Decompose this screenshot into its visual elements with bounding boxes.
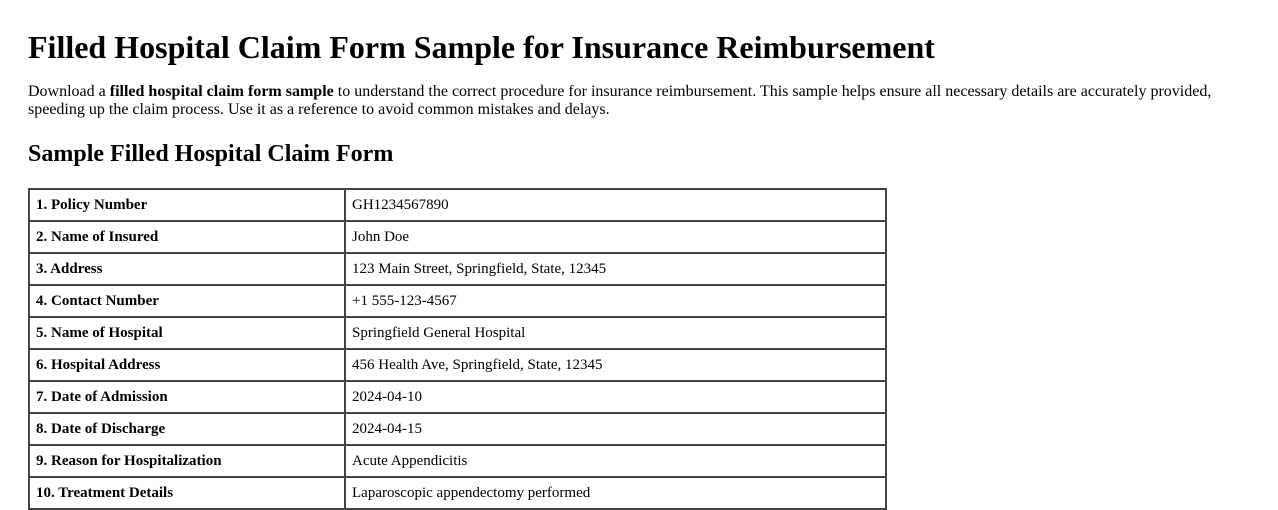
section-title: Sample Filled Hospital Claim Form — [28, 141, 394, 167]
field-value: John Doe — [345, 221, 886, 253]
field-value: 456 Health Ave, Springfield, State, 12345 — [345, 349, 886, 381]
field-label: 1. Policy Number — [29, 189, 345, 221]
intro-paragraph — [28, 83, 1250, 119]
field-value: 2024-04-10 — [345, 381, 886, 413]
field-value: Laparoscopic appendectomy performed — [345, 477, 886, 509]
intro-text-start: Download a — [28, 83, 110, 100]
table-row — [29, 413, 886, 445]
table-row — [29, 253, 886, 285]
field-label: 10. Treatment Details — [29, 477, 345, 509]
page-title: Filled Hospital Claim Form Sample for Insurance Reimbursement — [28, 29, 935, 65]
field-value: GH1234567890 — [345, 189, 886, 221]
table-row — [29, 381, 886, 413]
field-value: +1 555-123-4567 — [345, 285, 886, 317]
table-row — [29, 317, 886, 349]
field-label: 4. Contact Number — [29, 285, 345, 317]
table-row — [29, 349, 886, 381]
field-label: 7. Date of Admission — [29, 381, 345, 413]
field-label: 2. Name of Insured — [29, 221, 345, 253]
table-row — [29, 221, 886, 253]
table-row — [29, 445, 886, 477]
field-value: Acute Appendicitis — [345, 445, 886, 477]
intro-bold-text: filled hospital claim form sample — [109, 83, 334, 100]
field-label: 5. Name of Hospital — [29, 317, 345, 349]
field-label: 8. Date of Discharge — [29, 413, 345, 445]
table-row — [29, 477, 886, 509]
table-row — [29, 285, 886, 317]
claim-form-table — [28, 188, 887, 510]
field-label: 6. Hospital Address — [29, 349, 345, 381]
field-value: Springfield General Hospital — [345, 317, 886, 349]
intro-text-end: to understand the correct procedure for insurance reimbursement. This sample helps ensure all necessary details are accurately provided, speeding up the claim process. Use it as a reference to avoid common mistakes and delays. — [28, 83, 1212, 118]
field-value: 123 Main Street, Springfield, State, 12345 — [345, 253, 886, 285]
field-label: 3. Address — [29, 253, 345, 285]
field-label: 9. Reason for Hospitalization — [29, 445, 345, 477]
field-value: 2024-04-15 — [345, 413, 886, 445]
table-row — [29, 189, 886, 221]
